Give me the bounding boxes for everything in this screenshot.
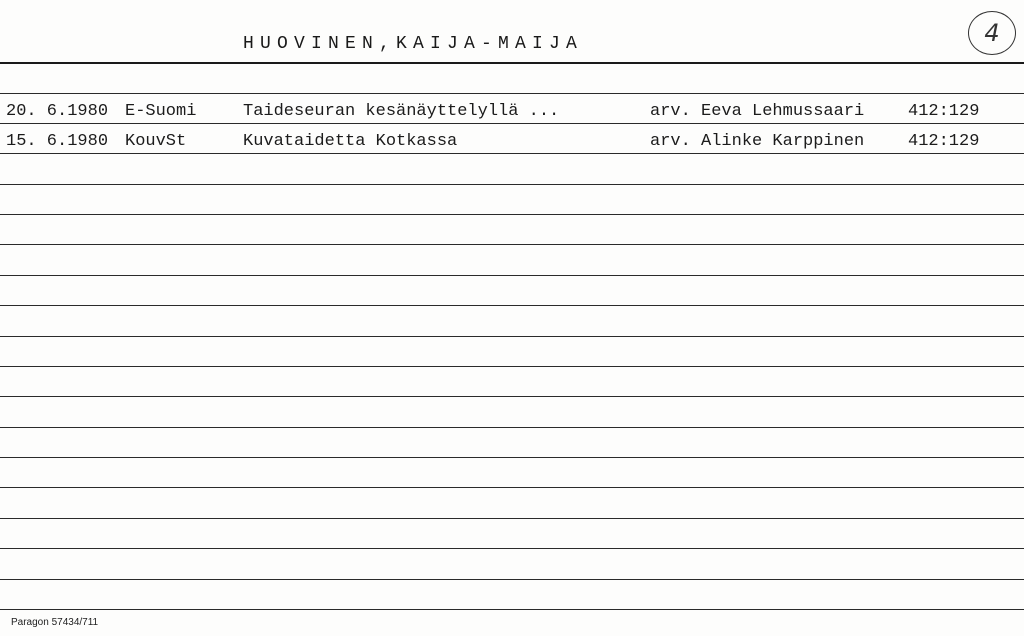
ruled-line [0,244,1024,245]
entry-row [0,102,1024,126]
ruled-line [0,487,1024,488]
entry-reviewer: arv. Eeva Lehmussaari [650,102,865,121]
header-rule [0,62,1024,64]
entry-title: Taideseuran kesänäyttelyllä ... [243,102,560,121]
ruled-line [0,396,1024,397]
card-number-circle [968,11,1016,55]
entry-reviewer: arv. Alinke Karppinen [650,132,865,151]
ruled-line [0,609,1024,610]
ruled-line [0,93,1024,94]
printer-mark: Paragon 57434/711 [11,617,99,628]
ruled-line [0,548,1024,549]
entry-title: Kuvataidetta Kotkassa [243,132,458,151]
card-number: 4 [984,19,1000,47]
ruled-line [0,457,1024,458]
ruled-line [0,275,1024,276]
ruled-line [0,366,1024,367]
entry-row [0,132,1024,156]
ruled-line [0,336,1024,337]
entry-code: 412:129 [908,132,980,151]
ruled-line [0,427,1024,428]
ruled-line [0,518,1024,519]
entry-date: 15. 6.1980 [6,132,109,151]
ruled-line [0,214,1024,215]
entry-date: 20. 6.1980 [6,102,109,121]
entry-source: E-Suomi [125,102,197,121]
ruled-line [0,305,1024,306]
ruled-line [0,184,1024,185]
ruled-line [0,579,1024,580]
entry-code: 412:129 [908,102,980,121]
entry-source: KouvSt [125,132,187,151]
card-heading-name: HUOVINEN,KAIJA-MAIJA [243,34,584,54]
